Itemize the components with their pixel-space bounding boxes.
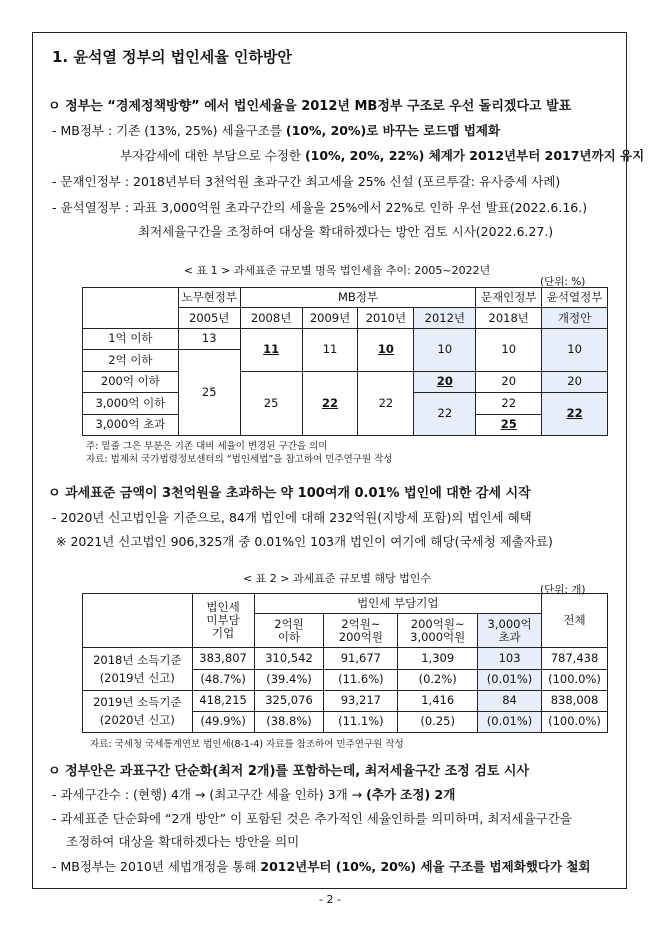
table-cell: (0.25) [398, 711, 478, 732]
para3-line3: 조정하여 대상을 확대하겠다는 방안을 의미 [66, 834, 300, 849]
row-label: 3,000억 초과 [83, 414, 179, 436]
para1-line4: - 윤석열정부 : 과표 3,000억원 초과구간의 세율을 25%에서 22%로 인하 우선 발표(2022.6.16.) [52, 200, 588, 215]
row-label: 3,000억 이하 [83, 393, 179, 414]
table-cell: (0.2%) [398, 669, 478, 690]
table-cell: 25 [178, 350, 240, 436]
table-cell: (38.8%) [254, 711, 324, 732]
table-cell: (0.01%) [478, 669, 542, 690]
table-cell: (48.7%) [192, 669, 254, 690]
para1-line2: 부자감세에 대한 부담으로 수정한 (10%, 20%, 22%) 체계가 2012년부터 2017년까지 유지 [120, 148, 645, 163]
para2-heading: ㅇ 과세표준 금액이 3천억원을 초과하는 약 100여개 0.01% 법인에 대한 감세 시작 [48, 486, 531, 501]
header-cell: 노무현정부 [178, 288, 240, 308]
row-label: 2억 이하 [83, 350, 179, 371]
para1-line3: - 문재인정부 : 2018년부터 3천억원 초과구간 최고세율 25% 신설 (포르투갈: 유사증세 사례) [52, 174, 561, 189]
table-cell: 11 [302, 328, 358, 371]
header-cell: 200억원~ 3,000억원 [398, 614, 478, 648]
para2-line2: ※ 2021년 신고법인 906,325개 중 0.01%인 103개 법인이 여기에 해당(국세청 제출자료) [56, 534, 553, 549]
section-title: 1. 윤석열 정부의 법인세율 인하방안 [52, 48, 292, 66]
table-cell: 383,807 [192, 648, 254, 669]
table2-unit: (단위: 개) [540, 584, 586, 596]
table-cell: (11.1%) [324, 711, 398, 732]
table1-unit: (단위: %) [540, 276, 586, 288]
header-cell: 2억원 이하 [254, 614, 324, 648]
table-cell: 20 [476, 371, 542, 392]
table1 [82, 287, 608, 436]
header-cell: 3,000억 초과 [478, 614, 542, 648]
table-cell: 310,542 [254, 648, 324, 669]
table2-source: 자료: 국세청 국세통계연보 법인세(8-1-4) 자료를 참조하여 민주연구원 작성 [90, 739, 404, 750]
table-cell: (39.4%) [254, 669, 324, 690]
table1-note: 주: 밑줄 그은 부분은 기존 대비 세율이 변경된 구간을 의미 [86, 441, 328, 452]
table-cell: 22 [358, 371, 414, 435]
table-cell: 25 [476, 414, 542, 436]
header-cell: 전체 [542, 594, 608, 648]
row-label: 200억 이하 [83, 371, 179, 392]
header-cell: 2008년 [240, 308, 302, 328]
table-cell: 91,677 [324, 648, 398, 669]
para1-line1: - MB정부 : 기존 (13%, 25%) 세율구조를 (10%, 20%)로 바꾸는 로드맵 법제화 [52, 123, 501, 138]
header-cell: 2012년 [414, 308, 476, 328]
table-cell: 25 [240, 371, 302, 435]
page-number: - 2 - [319, 893, 341, 906]
table-cell: 22 [542, 393, 608, 436]
para3-line4: - MB정부는 2010년 세법개정을 통해 2012년부터 (10%, 20%) 세율 구조를 법제화했다가 철회 [52, 859, 591, 874]
para1-heading: ㅇ 정부는 “경제정책방향” 에서 법인세율을 2012년 MB정부 구조로 우선 돌리겠다고 발표 [48, 99, 572, 114]
para3-line1: - 과세구간수 : (현행) 4개 → (최고구간 세율 인하) 3개 → (추가 조정) 2개 [52, 787, 456, 802]
table-cell: 1,416 [398, 690, 478, 711]
para2-line1: - 2020년 신고법인을 기준으로, 84개 법인에 대해 232억원(지방세 포함)의 법인세 혜택 [52, 510, 532, 525]
table-cell: 10 [476, 328, 542, 371]
table-cell: 10 [414, 328, 476, 371]
table-cell: (100.0%) [542, 669, 608, 690]
para3-line2: - 과세표준 단순화에 “2개 방안” 이 포함된 것은 추가적인 세율인하를 의미하며, 최저세율구간을 [52, 811, 572, 826]
table-cell: (100.0%) [542, 711, 608, 732]
table-cell: 325,076 [254, 690, 324, 711]
header-cell: MB정부 [240, 288, 476, 308]
table1-caption: < 표 1 > 과세표준 규모별 명목 법인세율 추이: 2005~2022년 [183, 264, 491, 277]
table-cell: 93,217 [324, 690, 398, 711]
table2 [82, 593, 608, 733]
table-cell: 22 [414, 393, 476, 436]
header-cell: 2010년 [358, 308, 414, 328]
table1-source: 자료: 법제처 국가법령정보센터의 “법인세법”을 참고하여 민주연구원 작성 [86, 454, 393, 465]
header-cell: 2009년 [302, 308, 358, 328]
table-cell: 20 [542, 371, 608, 392]
header-cell: 윤석열정부 [542, 288, 608, 308]
row-label: 1억 이하 [83, 328, 179, 349]
header-cell: 법인세 부담기업 [254, 594, 541, 614]
table-cell: 103 [478, 648, 542, 669]
table-cell: 22 [302, 371, 358, 435]
table-cell: 838,008 [542, 690, 608, 711]
header-cell: 개정안 [542, 308, 608, 328]
table-cell: 13 [178, 328, 240, 349]
table-cell: 11 [240, 328, 302, 371]
header-cell: 문재인정부 [476, 288, 542, 308]
para3-heading: ㅇ 정부안은 과표구간 단순화(최저 2개)를 포함하는데, 최저세율구간 조정 검토 시사 [48, 764, 530, 779]
table-cell: (11.6%) [324, 669, 398, 690]
table2-caption: < 표 2 > 과세표준 규모별 해당 법인수 [242, 572, 432, 585]
table-cell: 84 [478, 690, 542, 711]
table-cell: 10 [542, 328, 608, 371]
table-cell: 418,215 [192, 690, 254, 711]
header-cell: 2018년 [476, 308, 542, 328]
table-cell: 10 [358, 328, 414, 371]
header-cell: 2005년 [178, 308, 240, 328]
table-cell: (0.01%) [478, 711, 542, 732]
row-label: 2018년 소득기준 (2019년 신고) [83, 648, 193, 690]
table-cell: (49.9%) [192, 711, 254, 732]
header-cell: 2억원~ 200억원 [324, 614, 398, 648]
table-cell: 22 [476, 393, 542, 414]
header-cell: 법인세 미부담 기업 [192, 594, 254, 648]
para1-line5: 최저세율구간을 조정하여 대상을 확대하겠다는 방안 검토 시사(2022.6.27.) [138, 224, 554, 239]
table-cell: 1,309 [398, 648, 478, 669]
table-cell: 20 [414, 371, 476, 392]
table-cell: 787,438 [542, 648, 608, 669]
row-label: 2019년 소득기준 (2020년 신고) [83, 690, 193, 732]
